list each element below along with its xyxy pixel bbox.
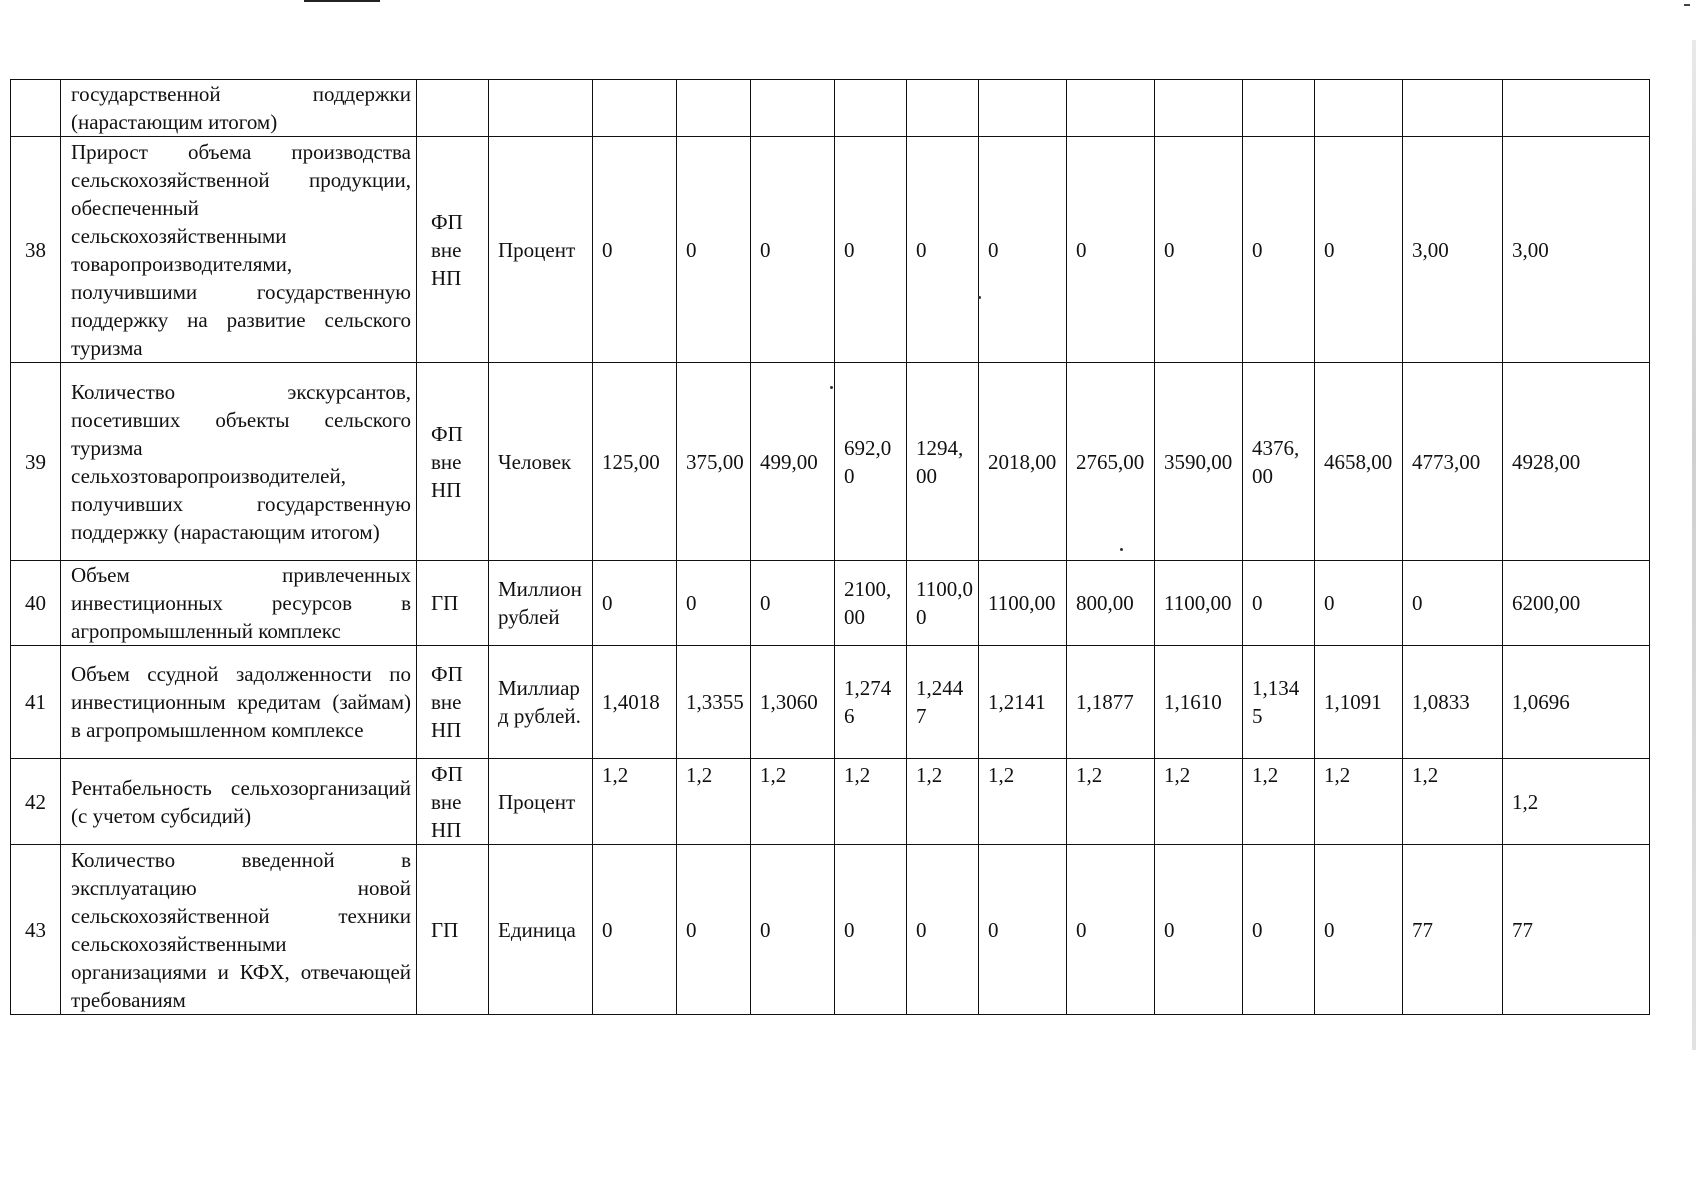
row-number-cell: 42: [11, 759, 61, 845]
indicator-description-cell: государственной поддержки (нарастающим итогом): [61, 80, 417, 137]
indicator-description-cell: Рентабельность сельхозорганизаций (с учетом субсидий): [61, 759, 417, 845]
unit-cell: Миллион рублей: [489, 561, 593, 646]
source-program-cell: [417, 80, 489, 137]
value-cell: 3,00: [1503, 137, 1650, 363]
value-cell: 2100,00: [835, 561, 907, 646]
value-cell: 1,2: [1403, 759, 1503, 845]
source-program-cell: ФП вне НП: [417, 137, 489, 363]
row-number-cell: 39: [11, 363, 61, 561]
value-cell: 0: [835, 845, 907, 1015]
source-program-cell: ФП вне НП: [417, 363, 489, 561]
row-number-cell: 40: [11, 561, 61, 646]
indicator-description-cell: Количество введенной в эксплуатацию новой сельскохозяйственной техники сельскохозяйственными организациями и КФХ, отвечающей требованиям: [61, 845, 417, 1015]
value-cell: [907, 80, 979, 137]
value-cell: 1,2: [835, 759, 907, 845]
value-cell: 692,00: [835, 363, 907, 561]
unit-cell: Миллиард рублей.: [489, 646, 593, 759]
value-cell: 0: [979, 845, 1067, 1015]
value-cell: [1155, 80, 1243, 137]
value-cell: 1,2: [1243, 759, 1315, 845]
indicator-description-cell: Количество экскурсантов, посетивших объекты сельского туризма сельхозтоваропроизводителей, получивших государственную поддержку (нарастающим итогом): [61, 363, 417, 561]
value-cell: 4928,00: [1503, 363, 1650, 561]
table-row: [11, 561, 1650, 646]
source-program-cell: ФП вне НП: [417, 646, 489, 759]
scan-artifact-line: [304, 0, 380, 2]
table-row: [11, 363, 1650, 561]
indicators-table: [10, 79, 1650, 1015]
table-row: [11, 137, 1650, 363]
value-cell: 1294,00: [907, 363, 979, 561]
value-cell: 6200,00: [1503, 561, 1650, 646]
value-cell: 1,2: [1315, 759, 1403, 845]
value-cell: 1,2: [677, 759, 751, 845]
value-cell: 1,2: [751, 759, 835, 845]
value-cell: 3,00: [1403, 137, 1503, 363]
table-row: [11, 845, 1650, 1015]
unit-cell: Человек: [489, 363, 593, 561]
indicator-description-cell: Объем ссудной задолженности по инвестиционным кредитам (займам) в агропромышленном комплексе: [61, 646, 417, 759]
scan-speck: [978, 296, 981, 299]
value-cell: 0: [593, 845, 677, 1015]
value-cell: 0: [1403, 561, 1503, 646]
scan-speck: [830, 386, 833, 389]
value-cell: 77: [1503, 845, 1650, 1015]
value-cell: 1100,00: [979, 561, 1067, 646]
unit-cell: [489, 80, 593, 137]
unit-cell: Процент: [489, 759, 593, 845]
value-cell: 1100,00: [907, 561, 979, 646]
value-cell: 0: [1155, 137, 1243, 363]
row-number-cell: 43: [11, 845, 61, 1015]
value-cell: 0: [1243, 137, 1315, 363]
unit-cell: Единица: [489, 845, 593, 1015]
value-cell: 4773,00: [1403, 363, 1503, 561]
value-cell: 1,2: [593, 759, 677, 845]
value-cell: 1,3060: [751, 646, 835, 759]
value-cell: 1,4018: [593, 646, 677, 759]
value-cell: 4658,00: [1315, 363, 1403, 561]
value-cell: 1100,00: [1155, 561, 1243, 646]
value-cell: 0: [907, 845, 979, 1015]
value-cell: [979, 80, 1067, 137]
value-cell: 375,00: [677, 363, 751, 561]
value-cell: 0: [1315, 561, 1403, 646]
value-cell: 0: [677, 137, 751, 363]
value-cell: 1,0696: [1503, 646, 1650, 759]
source-program-cell: ГП: [417, 561, 489, 646]
value-cell: 0: [1067, 845, 1155, 1015]
value-cell: 0: [1067, 137, 1155, 363]
value-cell: 125,00: [593, 363, 677, 561]
scan-page-edge: [1692, 40, 1696, 1050]
indicator-description-cell: Прирост объема производства сельскохозяйственной продукции, обеспеченный сельскохозяйственными товаропроизводителями, получившими государственную поддержку на развитие сельского туризма: [61, 137, 417, 363]
value-cell: 2765,00: [1067, 363, 1155, 561]
value-cell: 499,00: [751, 363, 835, 561]
value-cell: 1,1091: [1315, 646, 1403, 759]
value-cell: 0: [677, 845, 751, 1015]
indicator-description-cell: Объем привлеченных инвестиционных ресурсов в агропромышленный комплекс: [61, 561, 417, 646]
scan-artifact-mark: [1684, 4, 1690, 6]
value-cell: 0: [835, 137, 907, 363]
value-cell: 1,2: [979, 759, 1067, 845]
value-cell: 0: [1155, 845, 1243, 1015]
value-cell: 0: [907, 137, 979, 363]
scan-speck: [1120, 548, 1123, 551]
value-cell: 1,0833: [1403, 646, 1503, 759]
value-cell: 0: [751, 137, 835, 363]
source-program-cell: ФП вне НП: [417, 759, 489, 845]
value-cell: 0: [593, 137, 677, 363]
value-cell: [1503, 80, 1650, 137]
value-cell: 0: [751, 561, 835, 646]
unit-cell: Процент: [489, 137, 593, 363]
row-number-cell: 38: [11, 137, 61, 363]
value-cell: 800,00: [1067, 561, 1155, 646]
value-cell: 0: [1243, 561, 1315, 646]
value-cell: 0: [979, 137, 1067, 363]
value-cell: 1,2: [907, 759, 979, 845]
value-cell: [1403, 80, 1503, 137]
value-cell: [1315, 80, 1403, 137]
value-cell: 3590,00: [1155, 363, 1243, 561]
value-cell: [751, 80, 835, 137]
value-cell: 1,2: [1503, 759, 1650, 845]
value-cell: 1,2: [1067, 759, 1155, 845]
value-cell: 0: [751, 845, 835, 1015]
value-cell: 77: [1403, 845, 1503, 1015]
value-cell: 0: [593, 561, 677, 646]
value-cell: [835, 80, 907, 137]
value-cell: 0: [1243, 845, 1315, 1015]
value-cell: [593, 80, 677, 137]
value-cell: 1,1877: [1067, 646, 1155, 759]
value-cell: 1,3355: [677, 646, 751, 759]
value-cell: 4376,00: [1243, 363, 1315, 561]
value-cell: 0: [677, 561, 751, 646]
value-cell: 0: [1315, 845, 1403, 1015]
row-number-cell: 41: [11, 646, 61, 759]
value-cell: 1,2141: [979, 646, 1067, 759]
value-cell: 1,2447: [907, 646, 979, 759]
value-cell: [1243, 80, 1315, 137]
value-cell: 1,2: [1155, 759, 1243, 845]
value-cell: 0: [1315, 137, 1403, 363]
value-cell: 2018,00: [979, 363, 1067, 561]
table-row: [11, 80, 1650, 137]
value-cell: [677, 80, 751, 137]
row-number-cell: [11, 80, 61, 137]
source-program-cell: ГП: [417, 845, 489, 1015]
value-cell: [1067, 80, 1155, 137]
value-cell: 1,1610: [1155, 646, 1243, 759]
table-row: [11, 646, 1650, 759]
value-cell: 1,1345: [1243, 646, 1315, 759]
value-cell: 1,2746: [835, 646, 907, 759]
table-row: [11, 759, 1650, 845]
